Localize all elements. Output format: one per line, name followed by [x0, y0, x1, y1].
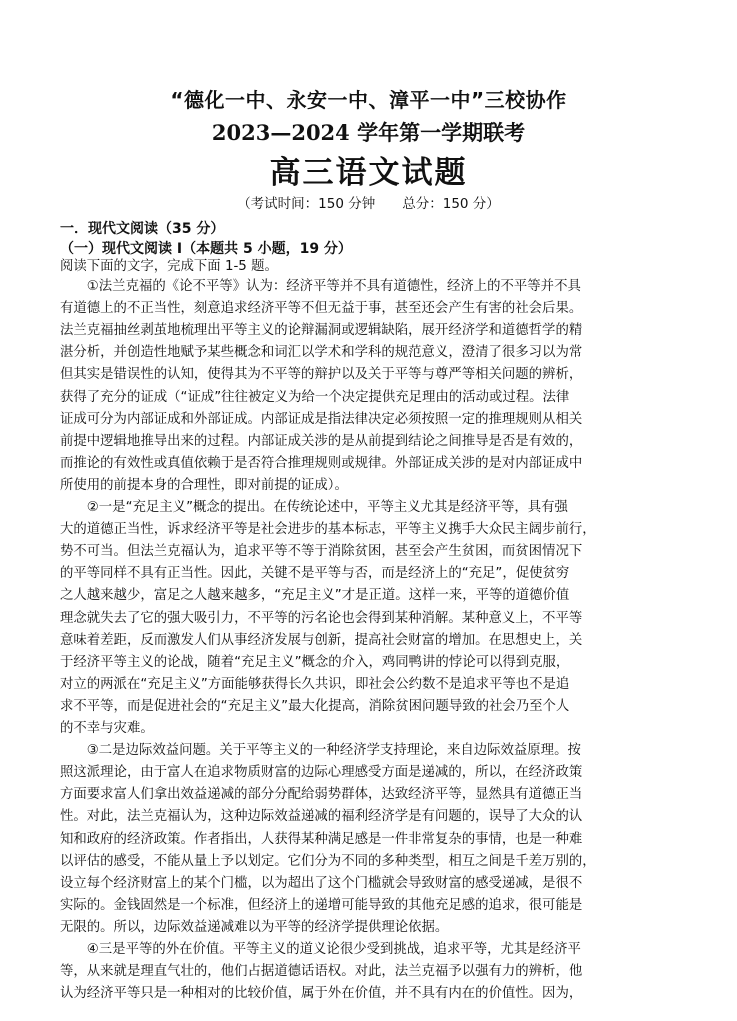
passage-line: 的不幸与灾难。 — [60, 721, 154, 736]
exam-info: （考试时间：150 分钟 总分：150 分） — [237, 196, 500, 212]
section-heading: 一．现代文阅读（35 分） — [60, 221, 225, 237]
passage-line: 设立每个经济财富上的某个门槛，以为超出了这个门槛就会导致财富的感受递减，是很不 — [60, 875, 583, 891]
passage-line: 意味着差距，反而激发人们从事经济发展与创新，提高社会财富的增加。在思想史上，关 — [60, 632, 583, 648]
passage-line: 之人越来越少，富足之人越来越多，“充足主义”才是正道。这样一来，平等的道德价值 — [60, 588, 570, 604]
passage-line: 的平等同样不具有正当性。因此，关键不是平等与否，而是经济上的“充足”，促使贫穷 — [60, 566, 570, 582]
passage-line: ③二是边际效益问题。关于平等主义的一种经济学支持理论，来自边际效益原理。按 — [60, 743, 581, 759]
passage-line: 性。对此，法兰克福认为，这种边际效益递减的福利经济学是有问题的，误导了大众的认 — [60, 809, 583, 825]
passage-line: 湛分析，并创造性地赋予某些概念和词汇以学术和学科的规范意义，澄清了很多习以为常 — [60, 345, 583, 361]
passage-line: 理念就失去了它的强大吸引力，不平等的污名论也会得到某种消解。某种意义上，不平等 — [60, 610, 583, 626]
passage-line: 知和政府的经济政策。作者指出，人获得某种满足感是一件非常复杂的事情，也是一种难 — [60, 831, 583, 847]
passage-line: ①法兰克福的《论不平等》认为：经济平等并不具有道德性，经济上的不平等并不具 — [60, 279, 581, 294]
schools-heading: “德化一中、永安一中、漳平一中”三校协作 — [170, 88, 567, 112]
passage-line: 求不平等，而是促进社会的“充足主义”最大化提高，消除贫困问题导致的社会乃至个人 — [60, 698, 570, 714]
section-subheading: （一）现代文阅读 I（本题共 5 小题，19 分） — [60, 241, 352, 257]
passage-line: 以评估的感受，不能从量上予以划定。它们分为不同的多种类型，相互之间是千差万别的， — [60, 853, 596, 869]
passage-line: 证成可分为内部证成和外部证成。内部证成是指法律决定必须按照一定的推理规则从相关 — [60, 411, 583, 427]
passage-line: ④三是平等的外在价值。平等主义的道义论很少受到挑战，追求平等，尤其是经济平 — [60, 942, 581, 957]
passage-line: 势不可当。但法兰克福认为，追求平等不等于消除贫困，甚至会产生贫困，而贫困情况下 — [60, 544, 583, 560]
passage-line: 认为经济平等只是一种相对的比较价值，属于外在价值，并不具有内在的价值性。因为， — [60, 986, 583, 1002]
passage-line: 对立的两派在“充足主义”方面能够获得长久共识，即社会公约数不是追求平等也不是追 — [60, 676, 570, 692]
passage-line: 而推论的有效性或真值依赖于是否符合推理规则或规律。外部证成关涉的是对内部证成中 — [60, 455, 583, 471]
passage-line: 有道德上的不正当性，刻意追求经济平等不但无益于事，甚至还会产生有害的社会后果。 — [60, 301, 583, 317]
passage-line: 法兰克福抽丝剥茧地梳理出平等主义的论辩漏洞或逻辑缺陷，展开经济学和道德哲学的精 — [60, 323, 583, 339]
term-heading: 2023—2024 学年第一学期联考 — [211, 120, 526, 145]
instruction-text: 阅读下面的文字，完成下面 1-5 题。 — [60, 259, 278, 274]
exam-title: 高三语文试题 — [269, 155, 468, 191]
passage-line: 照这派理论，由于富人在追求物质财富的边际心理感受方面是递减的，所以，在经济政策 — [60, 765, 583, 781]
passage-line: 等，从来就是理直气壮的，他们占据道德话语权。对此，法兰克福予以强有力的辨析，他 — [60, 964, 583, 980]
passage-line: 但其实是错误性的认知，使得其为不平等的辩护以及关于平等与尊严等相关问题的辨析， — [60, 367, 583, 383]
passage-line: ②一是“充足主义”概念的提出。在传统论述中，平等主义尤其是经济平等，具有强 — [60, 500, 568, 515]
passage-line: 获得了充分的证成（“证成”往往被定义为给一个决定提供充足理由的活动或过程。法律 — [60, 389, 570, 405]
passage-line: 无限的。所以，边际效益递减难以为平等的经济学提供理论依据。 — [60, 919, 449, 935]
passage-line: 实际的。金钱固然是一个标准，但经济上的递增可能导致的其他充足感的追求，很可能是 — [60, 897, 583, 913]
passage-line: 所使用的前提本身的合理性，即对前提的证成）。 — [60, 477, 348, 493]
passage-line: 方面要求富人们拿出效益递减的部分分配给弱势群体，达致经济平等，显然具有道德正当 — [60, 787, 583, 803]
passage-line: 于经济平等主义的论战，随着“充足主义”概念的介入，鸡同鸭讲的悖论可以得到克服， — [60, 654, 570, 670]
passage-line: 大的道德正当性，诉求经济平等是社会进步的基本标志，平等主义携手大众民主阔步前行， — [60, 522, 596, 538]
passage-line: 前提中逻辑地推导出来的过程。内部证成关涉的是从前提到结论之间推导是否是有效的， — [60, 433, 583, 449]
